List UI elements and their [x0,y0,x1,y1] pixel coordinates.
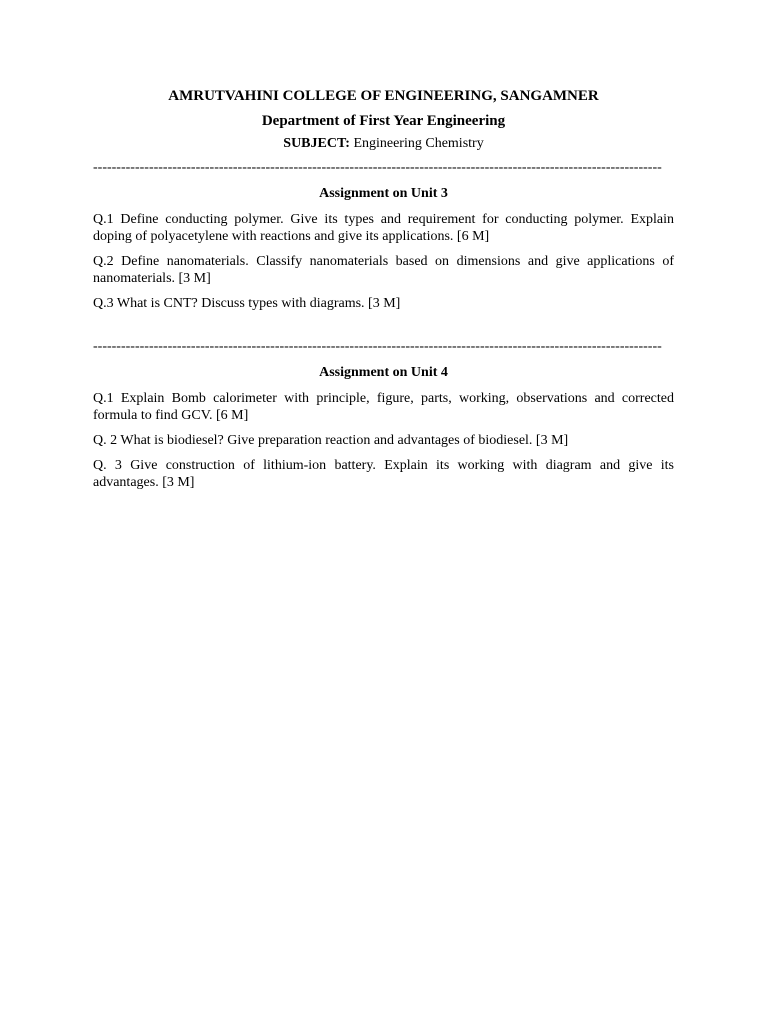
section-divider: -------------------------------------------------------------------------------------------------------------------------- [93,160,662,175]
unit-3-question-1: Q.1 Define conducting polymer. Give its types and requirement for conducting polymer. Explain doping of polyacetylene with reactions and give its applications. [6 M] [93,212,674,244]
unit-4-question-1: Q.1 Explain Bomb calorimeter with principle, figure, parts, working, observations and corrected formula to find GCV. [6 M] [93,391,674,423]
unit-4-question-3: Q. 3 Give construction of lithium-ion battery. Explain its working with diagram and give its advantages. [3 M] [93,458,674,490]
unit-3-question-2: Q.2 Define nanomaterials. Classify nanomaterials based on dimensions and give applications of nanomaterials. [3 M] [93,254,674,286]
unit-3-question-3: Q.3 What is CNT? Discuss types with diagrams. [3 M] [93,296,401,311]
unit-4-question-2: Q. 2 What is biodiesel? Give preparation reaction and advantages of biodiesel. [3 M] [93,433,569,448]
subject-value: Engineering Chemistry [349,136,484,151]
unit-3-title: Assignment on Unit 3 [319,186,448,201]
subject-label: SUBJECT: [283,136,350,151]
subject-line [93,135,674,153]
document-page [93,86,674,491]
department-name: Department of First Year Engineering [261,113,506,129]
college-name: AMRUTVAHINI COLLEGE OF ENGINEERING, SANGAMNER [168,88,599,104]
unit-4-title: Assignment on Unit 4 [319,365,448,380]
section-divider: -------------------------------------------------------------------------------------------------------------------------- [93,339,662,354]
